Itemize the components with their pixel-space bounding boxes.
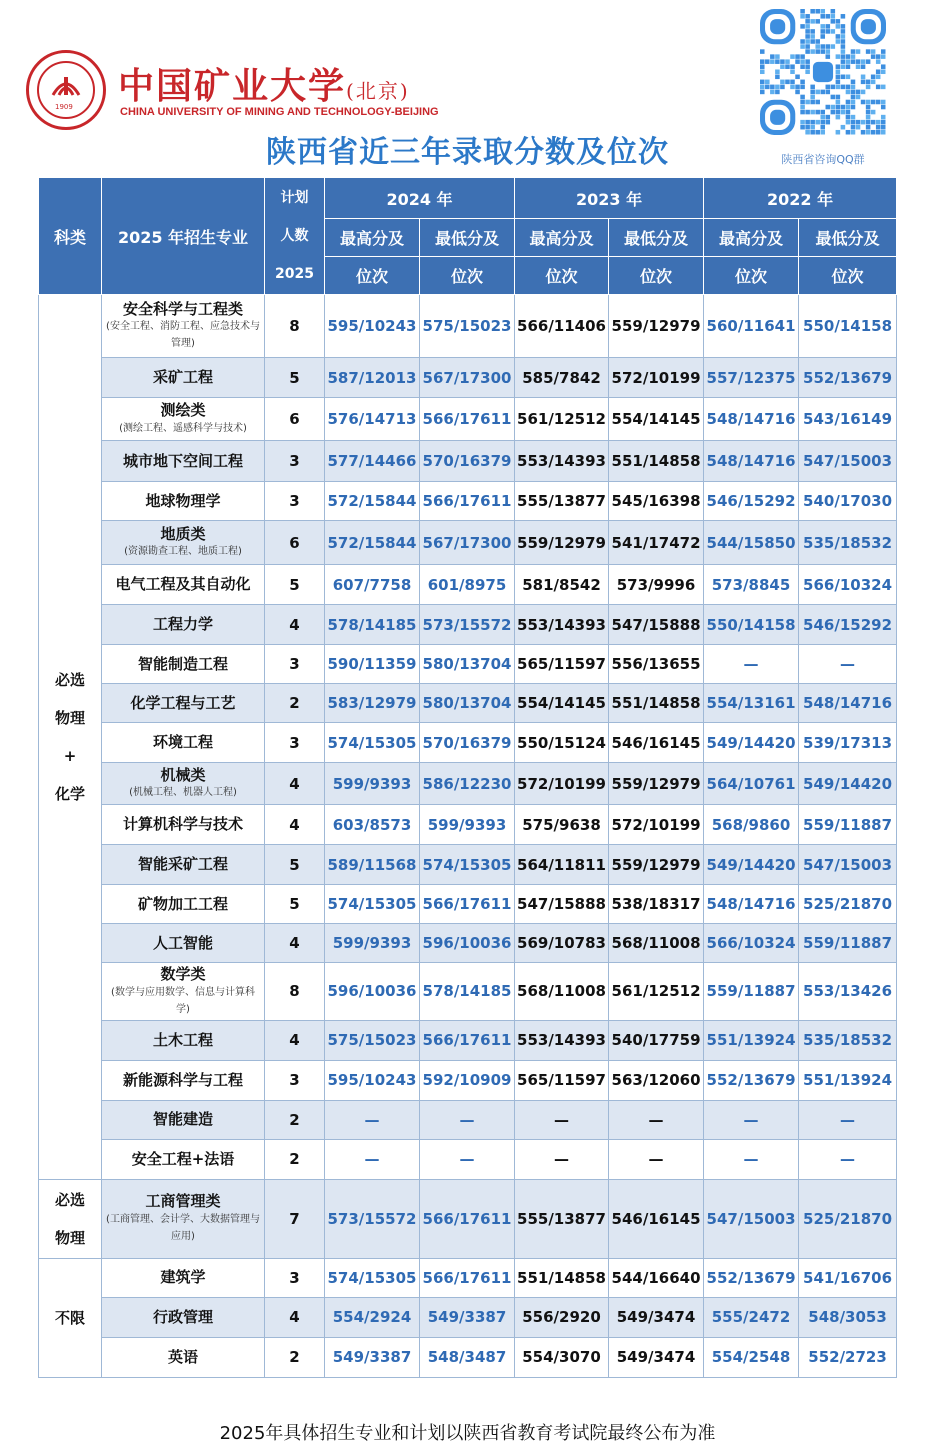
score-rank-cell: 565/11597	[515, 645, 609, 684]
score-rank-cell: 548/14716	[704, 885, 799, 924]
score-rank-cell: 573/15572	[420, 605, 515, 645]
score-rank-cell: 557/12375	[704, 358, 799, 398]
score-rank-cell: 552/13679	[704, 1060, 799, 1100]
score-rank-cell: 576/14713	[325, 398, 420, 441]
header-min-rank: 位次	[799, 257, 897, 295]
header-min-score: 最低分及	[609, 219, 704, 257]
plan-cell: 7	[265, 1179, 325, 1258]
score-rank-cell: 566/17611	[420, 482, 515, 521]
score-rank-cell: 548/14716	[799, 684, 897, 723]
score-rank-cell: 561/12512	[515, 398, 609, 441]
score-rank-cell: 599/9393	[325, 924, 420, 963]
score-rank-cell: 554/13161	[704, 684, 799, 723]
table-row	[39, 565, 897, 605]
score-rank-cell: 545/16398	[609, 482, 704, 521]
table-row	[39, 295, 897, 358]
score-rank-cell: 575/15023	[325, 1020, 420, 1060]
table-row	[39, 1258, 897, 1297]
footnote: 2025年具体招生专业和计划以陕西省教育考试院最终公布为准	[219, 1423, 716, 1444]
score-rank-cell: 544/15850	[704, 521, 799, 565]
score-rank-cell: 525/21870	[799, 885, 897, 924]
score-rank-cell: 566/17611	[420, 1258, 515, 1297]
plan-cell: 2	[265, 684, 325, 723]
score-rank-cell: 548/3487	[420, 1337, 515, 1377]
major-cell: 环境工程	[102, 723, 265, 763]
major-cell: 建筑学	[102, 1258, 265, 1297]
plan-cell: 3	[265, 1258, 325, 1297]
score-rank-cell: 546/15292	[704, 482, 799, 521]
score-rank-cell: 573/9996	[609, 565, 704, 605]
score-rank-cell: 549/3387	[325, 1337, 420, 1377]
plan-cell: 4	[265, 605, 325, 645]
category-cell: 必选 物理	[39, 1179, 102, 1258]
score-rank-cell: 575/15023	[420, 295, 515, 358]
score-rank-cell: 568/11008	[609, 924, 704, 963]
score-rank-cell: 583/12979	[325, 684, 420, 723]
score-rank-cell: 549/3474	[609, 1337, 704, 1377]
score-rank-cell: 553/14393	[515, 441, 609, 482]
major-cell: 工商管理类 (工商管理、会计学、大数据管理与应用)	[102, 1179, 265, 1258]
score-rank-cell: 572/10199	[609, 805, 704, 845]
score-rank-cell: 573/15572	[325, 1179, 420, 1258]
score-rank-cell: 549/3387	[420, 1297, 515, 1337]
score-rank-cell: 549/14420	[704, 723, 799, 763]
qr-caption: 陕西省咨询QQ群	[781, 153, 865, 166]
score-rank-cell: 567/17300	[420, 358, 515, 398]
table-row	[39, 398, 897, 441]
score-rank-cell: 548/14716	[704, 441, 799, 482]
score-rank-cell: 601/8975	[420, 565, 515, 605]
score-rank-cell: 599/9393	[420, 805, 515, 845]
category-cell: 必选 物理 + 化学	[39, 295, 102, 1180]
table-row	[39, 1139, 897, 1179]
major-cell: 地质类 (资源勘查工程、地质工程)	[102, 521, 265, 565]
score-rank-cell: 540/17759	[609, 1020, 704, 1060]
major-cell: 机械类 (机械工程、机器人工程)	[102, 763, 265, 805]
major-cell: 矿物加工工程	[102, 885, 265, 924]
plan-cell: 2	[265, 1100, 325, 1139]
score-rank-cell: 587/12013	[325, 358, 420, 398]
header-plan: 计划 人数 2025	[265, 178, 325, 295]
score-rank-cell: 574/15305	[420, 845, 515, 885]
page-title: 陕西省近三年录取分数及位次	[266, 135, 669, 170]
score-rank-cell: 552/2723	[799, 1337, 897, 1377]
score-rank-cell: 574/15305	[325, 723, 420, 763]
table-row	[39, 1020, 897, 1060]
score-rank-cell: 578/14185	[420, 963, 515, 1021]
table-row	[39, 1179, 897, 1258]
score-rank-cell: 595/10243	[325, 1060, 420, 1100]
score-rank-cell: 596/10036	[420, 924, 515, 963]
plan-cell: 8	[265, 963, 325, 1021]
major-cell: 人工智能	[102, 924, 265, 963]
header-year-2024: 2024 年	[325, 178, 515, 219]
score-rank-cell: 565/11597	[515, 1060, 609, 1100]
table-row	[39, 1297, 897, 1337]
major-cell: 数学类 (数学与应用数学、信息与计算科学)	[102, 963, 265, 1021]
plan-cell: 4	[265, 924, 325, 963]
admission-score-table	[38, 177, 897, 1378]
score-rank-cell: —	[420, 1139, 515, 1179]
table-row	[39, 684, 897, 723]
score-rank-cell: 559/12979	[515, 521, 609, 565]
major-cell: 工程力学	[102, 605, 265, 645]
score-rank-cell: 559/11887	[704, 963, 799, 1021]
score-rank-cell: 566/17611	[420, 885, 515, 924]
score-rank-cell: 566/11406	[515, 295, 609, 358]
table-row	[39, 963, 897, 1021]
score-rank-cell: 554/2548	[704, 1337, 799, 1377]
score-rank-cell: 552/13679	[704, 1258, 799, 1297]
score-rank-cell: 586/12230	[420, 763, 515, 805]
university-name-en: CHINA UNIVERSITY OF MINING AND TECHNOLOGY-BEIJING	[120, 106, 439, 118]
score-rank-cell: 564/11811	[515, 845, 609, 885]
major-cell: 智能制造工程	[102, 645, 265, 684]
score-rank-cell: 570/16379	[420, 723, 515, 763]
score-rank-cell: 574/15305	[325, 885, 420, 924]
score-rank-cell: 554/14145	[515, 684, 609, 723]
score-rank-cell: 566/17611	[420, 1020, 515, 1060]
score-rank-cell: 603/8573	[325, 805, 420, 845]
score-rank-cell: 566/10324	[799, 565, 897, 605]
score-rank-cell: 551/14858	[609, 684, 704, 723]
major-cell: 采矿工程	[102, 358, 265, 398]
score-rank-cell: 539/17313	[799, 723, 897, 763]
score-rank-cell: —	[704, 1100, 799, 1139]
score-rank-cell: —	[704, 645, 799, 684]
score-rank-cell: 550/14158	[704, 605, 799, 645]
major-cell: 化学工程与工艺	[102, 684, 265, 723]
score-rank-cell: 543/16149	[799, 398, 897, 441]
score-rank-cell: 555/13877	[515, 482, 609, 521]
plan-cell: 3	[265, 723, 325, 763]
score-rank-cell: 580/13704	[420, 684, 515, 723]
table-row	[39, 924, 897, 963]
score-rank-cell: 547/15888	[515, 885, 609, 924]
score-rank-cell: 541/16706	[799, 1258, 897, 1297]
header-min-rank: 位次	[609, 257, 704, 295]
table-row	[39, 1337, 897, 1377]
score-rank-cell: 569/10783	[515, 924, 609, 963]
score-rank-cell: 596/10036	[325, 963, 420, 1021]
score-rank-cell: 535/18532	[799, 1020, 897, 1060]
score-rank-cell: 574/15305	[325, 1258, 420, 1297]
table-row	[39, 805, 897, 845]
major-cell: 计算机科学与技术	[102, 805, 265, 845]
table-row	[39, 845, 897, 885]
score-rank-cell: 567/17300	[420, 521, 515, 565]
score-rank-cell: 548/3053	[799, 1297, 897, 1337]
score-rank-cell: 572/15844	[325, 521, 420, 565]
table-row	[39, 645, 897, 684]
plan-cell: 3	[265, 645, 325, 684]
score-rank-cell: 559/11887	[799, 924, 897, 963]
table-row	[39, 1100, 897, 1139]
university-name-cn: 中国矿业大学(北京)	[118, 65, 410, 107]
header-year-2022: 2022 年	[704, 178, 897, 219]
score-rank-cell: 553/14393	[515, 1020, 609, 1060]
plan-cell: 8	[265, 295, 325, 358]
score-rank-cell: —	[515, 1139, 609, 1179]
plan-cell: 4	[265, 1297, 325, 1337]
table-row	[39, 1060, 897, 1100]
score-rank-cell: 553/14393	[515, 605, 609, 645]
score-rank-cell: 592/10909	[420, 1060, 515, 1100]
major-cell: 安全科学与工程类 (安全工程、消防工程、应急技术与管理)	[102, 295, 265, 358]
score-rank-cell: 551/14858	[609, 441, 704, 482]
score-rank-cell: 535/18532	[799, 521, 897, 565]
score-rank-cell: —	[704, 1139, 799, 1179]
score-rank-cell: —	[799, 1139, 897, 1179]
score-rank-cell: 575/9638	[515, 805, 609, 845]
score-rank-cell: 564/10761	[704, 763, 799, 805]
score-rank-cell: —	[799, 645, 897, 684]
plan-cell: 6	[265, 521, 325, 565]
header-min-score: 最低分及	[420, 219, 515, 257]
qq-group-qr-code-icon[interactable]	[760, 9, 886, 135]
header-category: 科类	[39, 178, 102, 295]
table-row	[39, 441, 897, 482]
score-rank-cell: 525/21870	[799, 1179, 897, 1258]
seal-year: 1909	[55, 103, 73, 111]
header-max-rank: 位次	[515, 257, 609, 295]
score-rank-cell: 552/13679	[799, 358, 897, 398]
score-rank-cell: 548/14716	[704, 398, 799, 441]
score-rank-cell: 570/16379	[420, 441, 515, 482]
plan-cell: 5	[265, 845, 325, 885]
score-rank-cell: 590/11359	[325, 645, 420, 684]
score-rank-cell: 551/13924	[704, 1020, 799, 1060]
plan-cell: 3	[265, 1060, 325, 1100]
score-rank-cell: 546/16145	[609, 1179, 704, 1258]
header-max-score: 最高分及	[704, 219, 799, 257]
header-max-score: 最高分及	[325, 219, 420, 257]
plan-cell: 2	[265, 1139, 325, 1179]
score-rank-cell: 544/16640	[609, 1258, 704, 1297]
score-rank-cell: 559/12979	[609, 845, 704, 885]
plan-cell: 2	[265, 1337, 325, 1377]
score-rank-cell: 549/14420	[704, 845, 799, 885]
university-logo	[26, 48, 439, 128]
score-rank-cell: —	[799, 1100, 897, 1139]
score-rank-cell: 560/11641	[704, 295, 799, 358]
score-rank-cell: 566/10324	[704, 924, 799, 963]
score-rank-cell: 547/15003	[799, 845, 897, 885]
major-cell: 新能源科学与工程	[102, 1060, 265, 1100]
score-rank-cell: 555/2472	[704, 1297, 799, 1337]
score-rank-cell: 568/11008	[515, 963, 609, 1021]
score-rank-cell: 550/14158	[799, 295, 897, 358]
score-rank-cell: 540/17030	[799, 482, 897, 521]
score-rank-cell: 547/15888	[609, 605, 704, 645]
score-rank-cell: 541/17472	[609, 521, 704, 565]
score-rank-cell: 549/3474	[609, 1297, 704, 1337]
score-rank-cell: —	[609, 1139, 704, 1179]
header-year-2023: 2023 年	[515, 178, 704, 219]
header-max-rank: 位次	[704, 257, 799, 295]
header-min-rank: 位次	[420, 257, 515, 295]
plan-cell: 4	[265, 805, 325, 845]
score-rank-cell: 551/13924	[799, 1060, 897, 1100]
score-rank-cell: 555/13877	[515, 1179, 609, 1258]
table-row	[39, 723, 897, 763]
score-rank-cell: 559/11887	[799, 805, 897, 845]
score-rank-cell: 554/2924	[325, 1297, 420, 1337]
score-rank-cell: 581/8542	[515, 565, 609, 605]
plan-cell: 4	[265, 763, 325, 805]
score-rank-cell: 546/15292	[799, 605, 897, 645]
score-rank-cell: 556/13655	[609, 645, 704, 684]
score-rank-cell: 551/14858	[515, 1258, 609, 1297]
table-row	[39, 482, 897, 521]
score-rank-cell: 549/14420	[799, 763, 897, 805]
header-major: 2025 年招生专业	[102, 178, 265, 295]
score-rank-cell: 566/17611	[420, 398, 515, 441]
plan-cell: 6	[265, 398, 325, 441]
score-rank-cell: 547/15003	[799, 441, 897, 482]
score-rank-cell: 577/14466	[325, 441, 420, 482]
score-rank-cell: 559/12979	[609, 763, 704, 805]
university-seal-icon	[26, 50, 106, 130]
score-rank-cell: 556/2920	[515, 1297, 609, 1337]
table-row	[39, 521, 897, 565]
score-rank-cell: 595/10243	[325, 295, 420, 358]
table-row	[39, 885, 897, 924]
major-cell: 地球物理学	[102, 482, 265, 521]
score-rank-cell: 561/12512	[609, 963, 704, 1021]
score-rank-cell: 589/11568	[325, 845, 420, 885]
score-rank-cell: 554/14145	[609, 398, 704, 441]
plan-cell: 3	[265, 441, 325, 482]
major-cell: 土木工程	[102, 1020, 265, 1060]
score-rank-cell: 572/10199	[609, 358, 704, 398]
table-row	[39, 605, 897, 645]
score-rank-cell: 572/10199	[515, 763, 609, 805]
category-cell: 不限	[39, 1258, 102, 1377]
score-rank-cell: 607/7758	[325, 565, 420, 605]
major-cell: 智能建造	[102, 1100, 265, 1139]
score-rank-cell: —	[609, 1100, 704, 1139]
header-min-score: 最低分及	[799, 219, 897, 257]
score-rank-cell: 578/14185	[325, 605, 420, 645]
major-cell: 行政管理	[102, 1297, 265, 1337]
header-max-score: 最高分及	[515, 219, 609, 257]
plan-cell: 5	[265, 565, 325, 605]
plan-cell: 3	[265, 482, 325, 521]
plan-cell: 4	[265, 1020, 325, 1060]
major-cell: 智能采矿工程	[102, 845, 265, 885]
score-rank-cell: 547/15003	[704, 1179, 799, 1258]
score-rank-cell: 563/12060	[609, 1060, 704, 1100]
score-rank-cell: 546/16145	[609, 723, 704, 763]
score-rank-cell: 550/15124	[515, 723, 609, 763]
score-rank-cell: —	[420, 1100, 515, 1139]
score-rank-cell: —	[325, 1100, 420, 1139]
score-rank-cell: 572/15844	[325, 482, 420, 521]
major-cell: 安全工程+法语	[102, 1139, 265, 1179]
score-rank-cell: 568/9860	[704, 805, 799, 845]
score-rank-cell: 585/7842	[515, 358, 609, 398]
score-rank-cell: 553/13426	[799, 963, 897, 1021]
table-row	[39, 358, 897, 398]
score-rank-cell: 573/8845	[704, 565, 799, 605]
score-rank-cell: 559/12979	[609, 295, 704, 358]
score-rank-cell: 580/13704	[420, 645, 515, 684]
plan-cell: 5	[265, 885, 325, 924]
header-max-rank: 位次	[325, 257, 420, 295]
score-rank-cell: 538/18317	[609, 885, 704, 924]
score-rank-cell: 566/17611	[420, 1179, 515, 1258]
major-cell: 测绘类 (测绘工程、遥感科学与技术)	[102, 398, 265, 441]
major-cell: 城市地下空间工程	[102, 441, 265, 482]
score-rank-cell: —	[515, 1100, 609, 1139]
major-cell: 英语	[102, 1337, 265, 1377]
score-rank-cell: 554/3070	[515, 1337, 609, 1377]
score-rank-cell: —	[325, 1139, 420, 1179]
major-cell: 电气工程及其自动化	[102, 565, 265, 605]
table-row	[39, 763, 897, 805]
plan-cell: 5	[265, 358, 325, 398]
score-rank-cell: 599/9393	[325, 763, 420, 805]
